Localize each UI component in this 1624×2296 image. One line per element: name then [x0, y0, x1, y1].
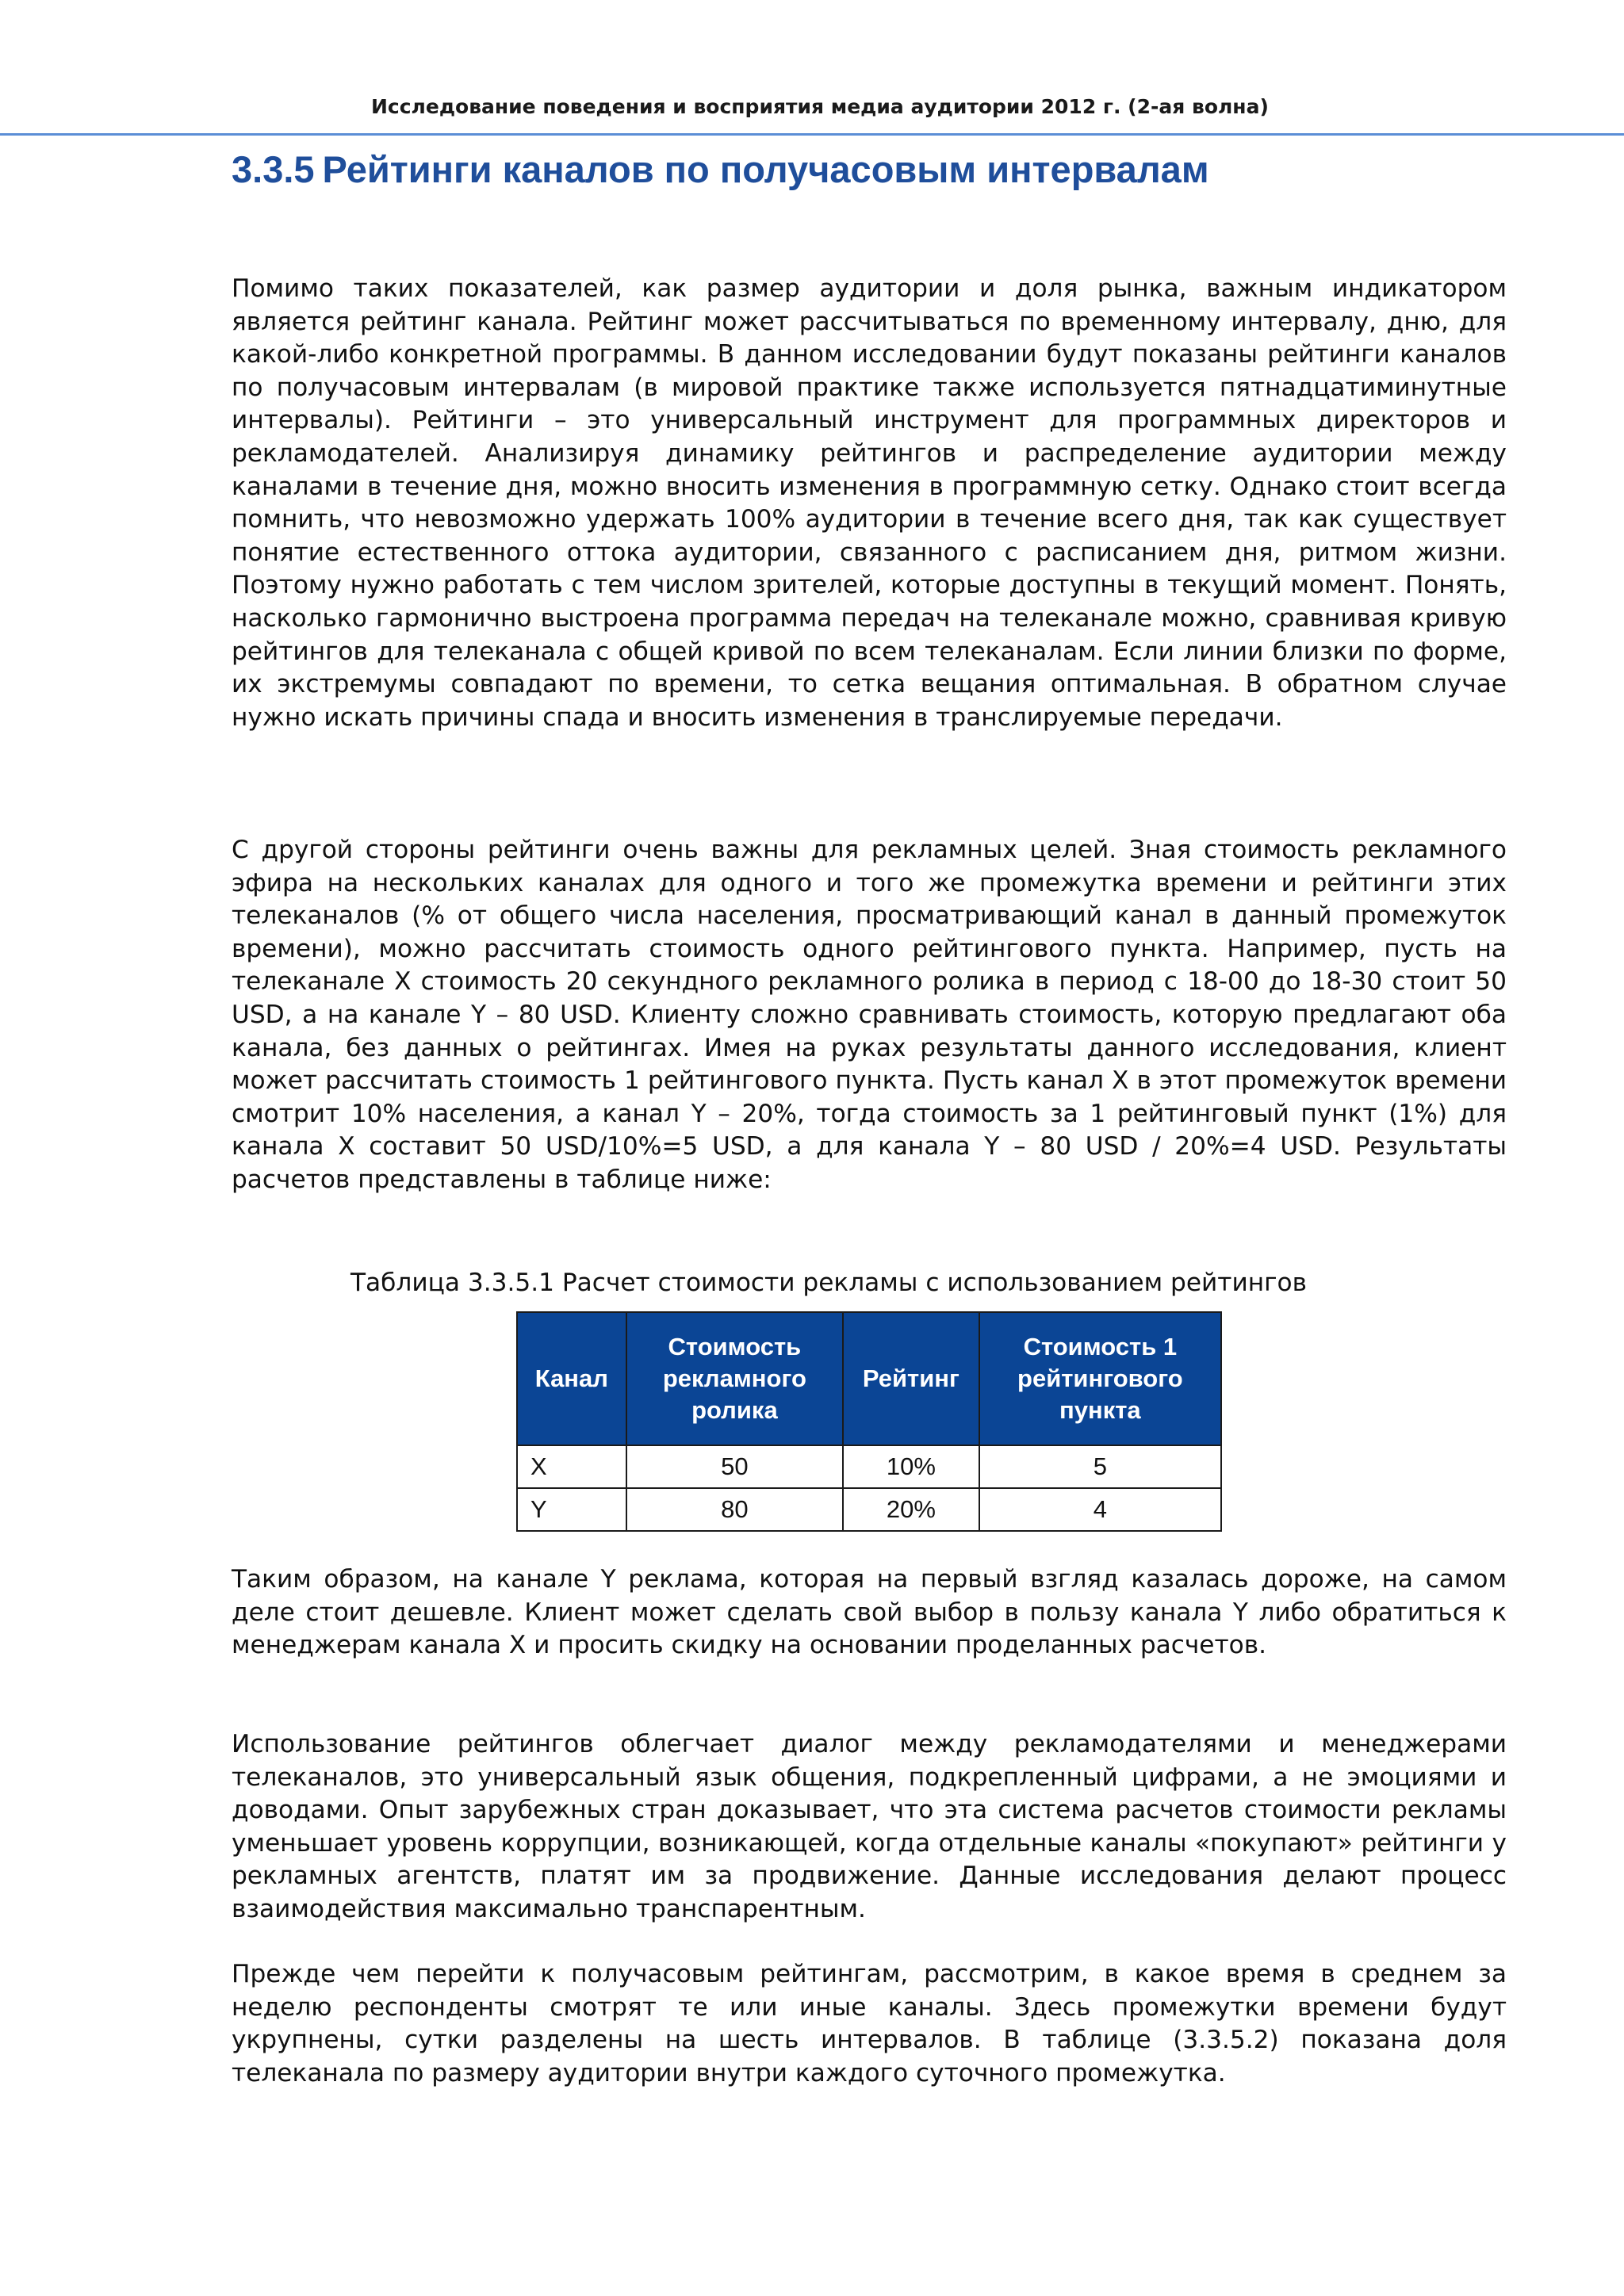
table-cell-rating: 10% — [843, 1445, 979, 1488]
paragraph-ratings-intro: Помимо таких показателей, как размер аудитории и доля рынка, важным индикатором является рейтинг канала. Рейтинг может рассчитываться по временному интервалу, дню, для какой-либо конкретной программы. В данном исследовании будут показаны рейтинги каналов по получасовым интервалам (в мировой практике также используется пятнадцатиминутные интервалы). Рейтинги – это универсальный инструмент для программных директоров и рекламодателей. Анализируя динамику рейтингов и распределение аудитории между каналами в течение дня, можно вносить изменения в программную сетку. Однако стоит всегда помнить, что невозможно удержать 100% аудитории в течение всего дня, так как существует понятие естественного оттока аудитории, связанного с расписанием дня, ритмом жизни. Поэтому нужно работать с тем числом зрителей, которые доступны в текущий момент. Понять, насколько гармонично выстроена программа передач на телеканале можно, сравнивая кривую рейтингов для телеканала с общей кривой по всем телеканалам. Если линии близки по форме, их экстремумы совпадают по времени, то сетка вещания оптимальная. В обратном случае нужно искать причины спада и вносить изменения в транслируемые передачи. — [232, 274, 1507, 732]
paragraph-transition: Прежде чем перейти к получасовым рейтингам, рассмотрим, в какое время в среднем за неделю респонденты смотрят те или иные каналы. Здесь промежутки времени будут укрупнены, сутки разделены на шесть интервалов. В таблице (3.3.5.2) показана доля телеканала по размеру аудитории внутри каждого суточного промежутка. — [232, 1960, 1507, 2087]
ad-cost-table — [516, 1311, 1222, 1532]
table-cell-channel: X — [517, 1445, 626, 1488]
table-cell-rating: 20% — [843, 1488, 979, 1531]
header-divider — [0, 133, 1624, 136]
table-caption: Таблица 3.3.5.1 Расчет стоимости рекламы с использованием рейтингов — [350, 1269, 1307, 1297]
table-header-row — [517, 1312, 1221, 1445]
paragraph-ratings-usage: Использование рейтингов облегчает диалог между рекламодателями и менеджерами телеканалов, это универсальный язык общения, подкрепленный цифрами, а не эмоциями и доводами. Опыт зарубежных стран доказывает, что эта система расчетов стоимости рекламы уменьшает уровень коррупции, возникающей, когда отдельные каналы «покупают» рейтинги у рекламных агентств, платят им за продвижение. Данные исследования делают процесс взаимодействия максимально транспарентным. — [232, 1730, 1507, 1923]
column-header-rating: Рейтинг — [843, 1312, 979, 1445]
table-cell-channel: Y — [517, 1488, 626, 1531]
column-header-point-cost: Стоимость 1 рейтингового пункта — [979, 1312, 1221, 1445]
column-header-spot-cost: Стоимость рекламного ролика — [626, 1312, 843, 1445]
paragraph-advertising-purpose: С другой стороны рейтинги очень важны для рекламных целей. Зная стоимость рекламного эфира на нескольких каналах для одного и того же промежутка времени и рейтинги этих телеканалов (% от общего числа населения, просматривающий канал в данный промежуток времени), можно рассчитать стоимость одного рейтингового пункта. Например, пусть на телеканале X стоимость 20 секундного рекламного ролика в период с 18-00 до 18-30 стоит 50 USD, а на канале Y – 80 USD. Клиенту сложно сравнивать стоимость, которую предлагают оба канала, без данных о рейтингах. Имея на руках результаты данного исследования, клиент может рассчитать стоимость 1 рейтингового пункта. Пусть канал X в этот промежуток времени смотрит 10% населения, а канал Y – 20%, тогда стоимость за 1 рейтинговый пункт (1%) для канала X составит 50 USD/10%=5 USD, а для канала Y – 80 USD / 20%=4 USD. Результаты расчетов представлены в таблице ниже: — [232, 836, 1507, 1194]
table-row — [517, 1488, 1221, 1531]
paragraph-conclusion: Таким образом, на канале Y реклама, которая на первый взгляд казалась дороже, на самом деле стоит дешевле. Клиент может сделать свой выбор в пользу канала Y либо обратиться к менеджерам канала X и просить скидку на основании проделанных расчетов. — [232, 1565, 1507, 1660]
table-row — [517, 1445, 1221, 1488]
section-number: 3.3.5 — [232, 148, 315, 190]
table-cell-spot-cost: 50 — [626, 1445, 843, 1488]
section-title-text: Рейтинги каналов по получасовым интервалам — [322, 148, 1209, 190]
section-title — [232, 147, 1209, 191]
table-cell-spot-cost: 80 — [626, 1488, 843, 1531]
running-header: Исследование поведения и восприятия медиа аудитории 2012 г. (2-ая волна) — [371, 95, 1269, 118]
table-cell-point-cost: 4 — [979, 1488, 1221, 1531]
column-header-channel: Канал — [517, 1312, 626, 1445]
table-cell-point-cost: 5 — [979, 1445, 1221, 1488]
